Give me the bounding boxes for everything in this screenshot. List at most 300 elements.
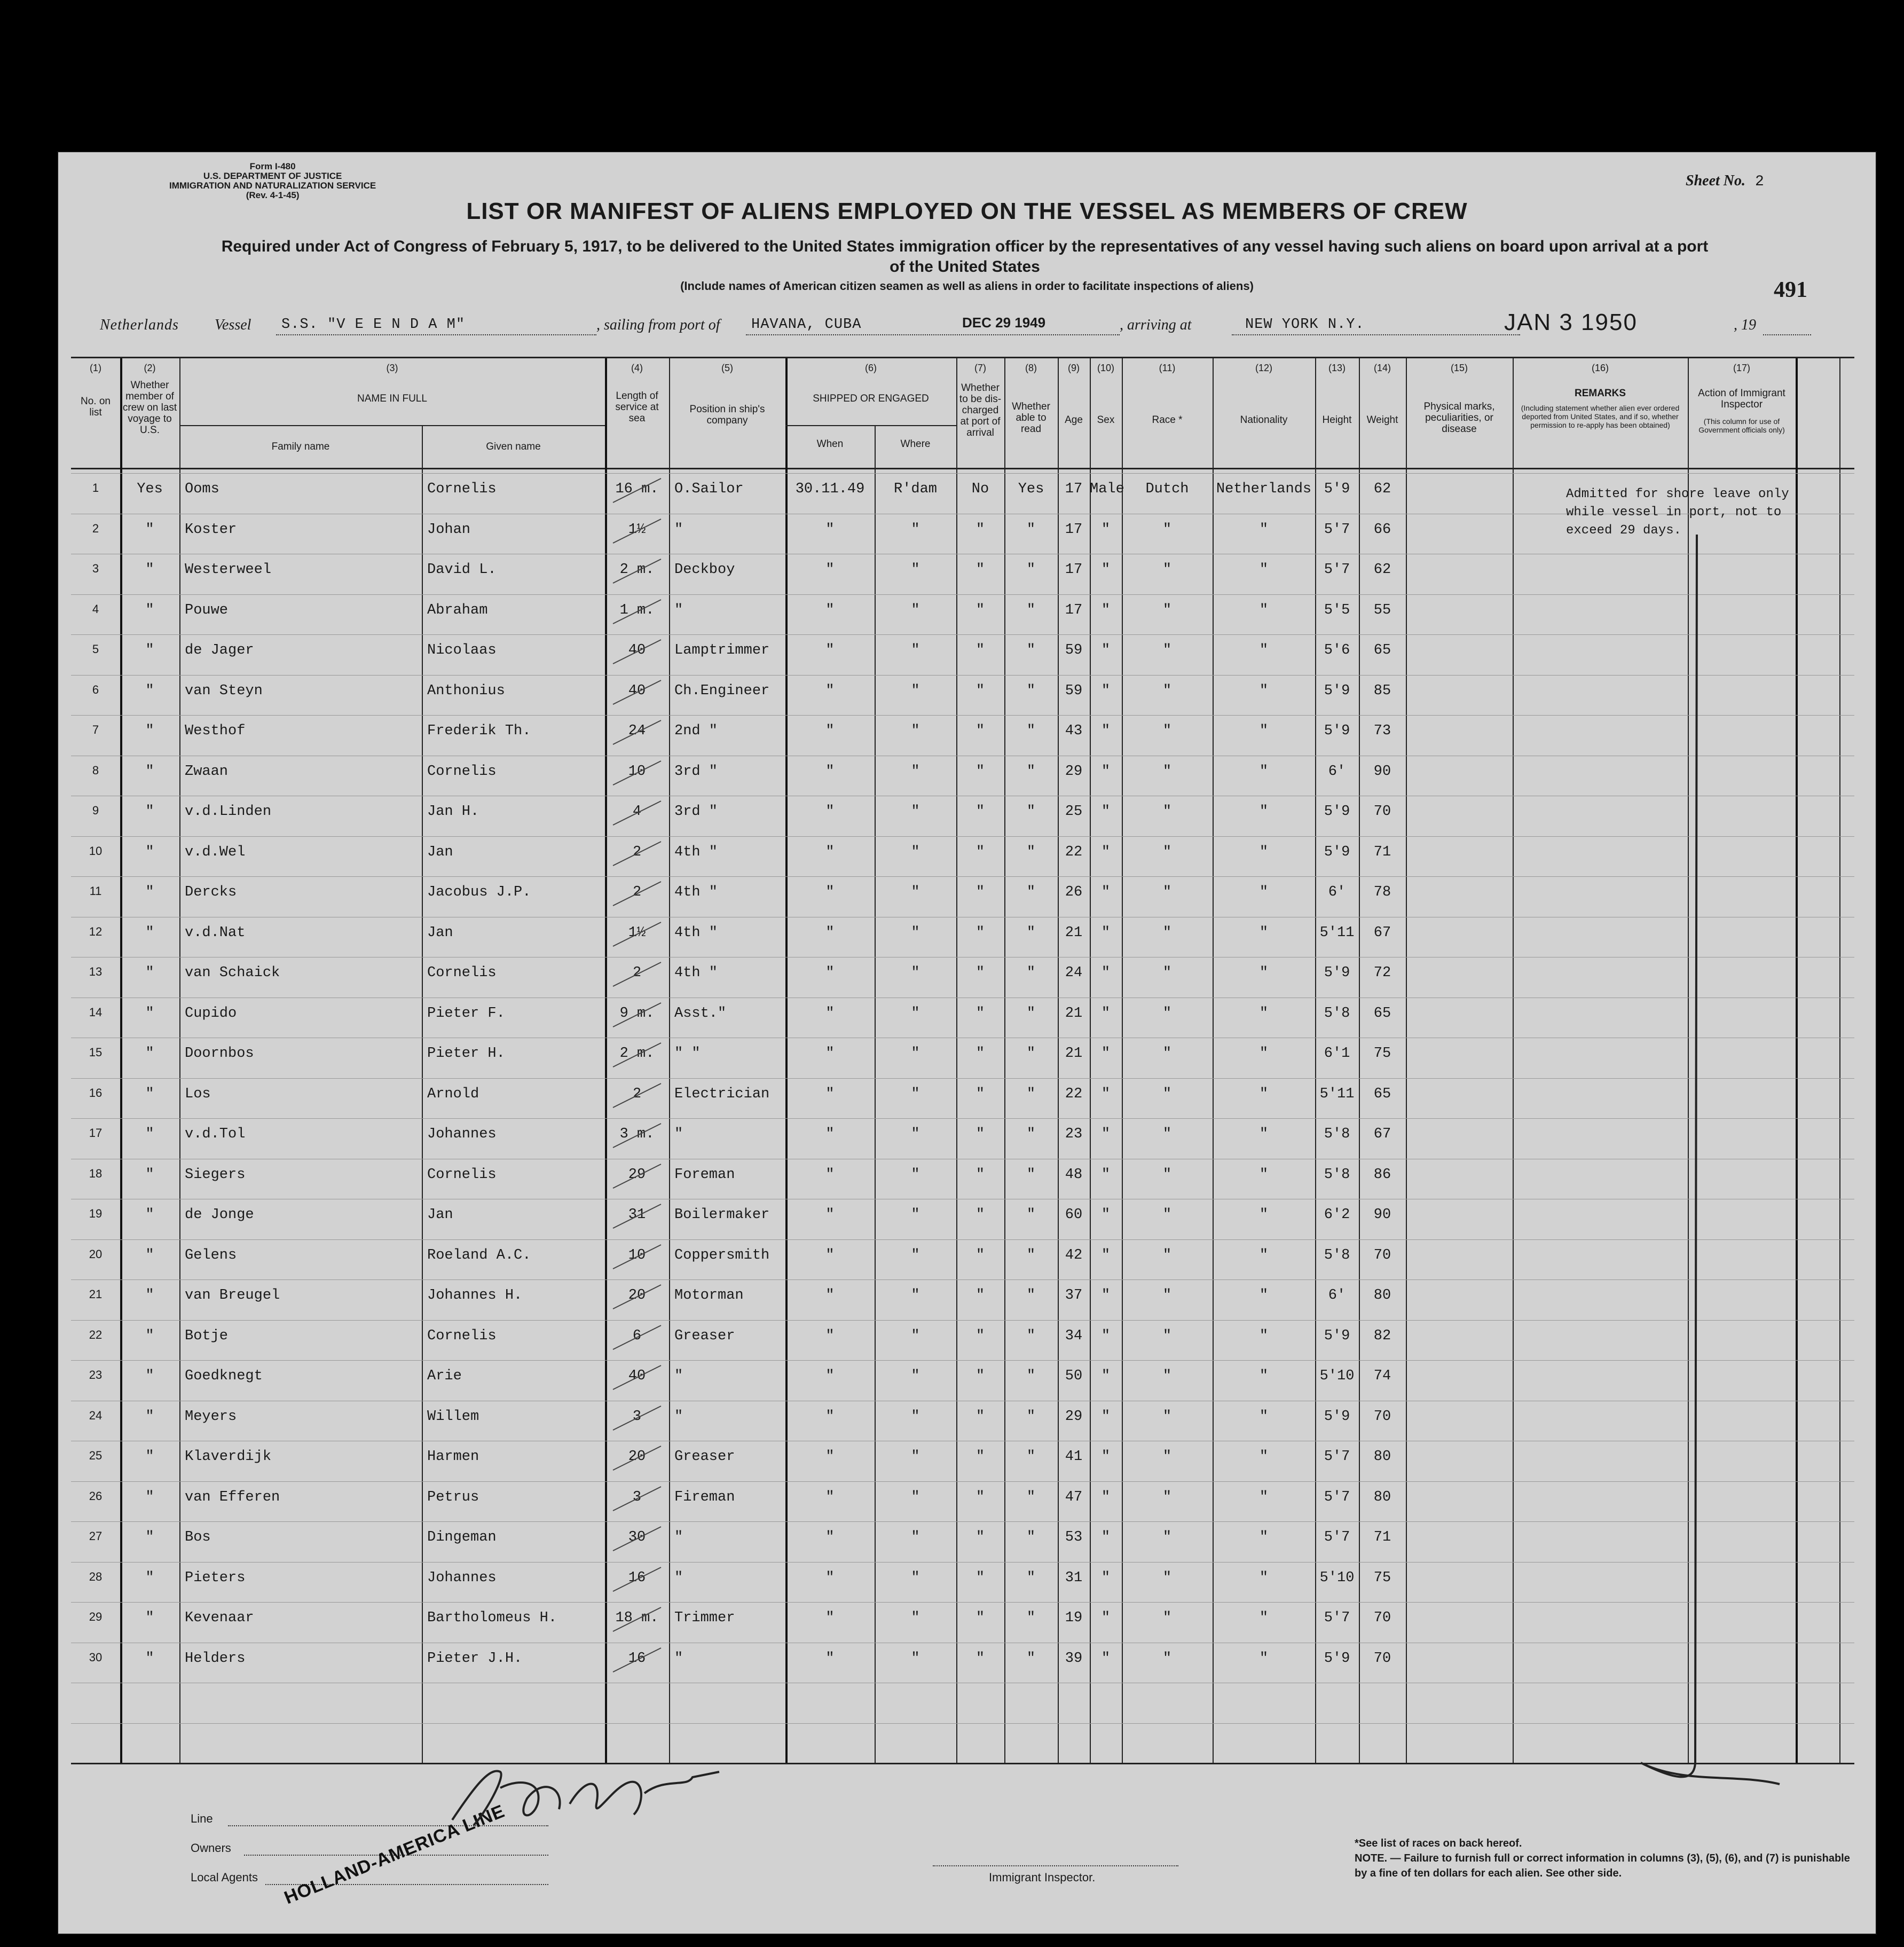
crew-cell-disch: " [975, 924, 985, 941]
crew-cell-position: " [674, 1408, 683, 1425]
crew-cell-race: " [1162, 1126, 1172, 1142]
crew-cell-given: Arnold [427, 1086, 479, 1102]
crew-cell-nat: " [1259, 1005, 1269, 1022]
column-header-c10: Sex [1097, 414, 1115, 426]
crew-cell-position: " [674, 521, 683, 538]
crew-cell-service: 30 [628, 1529, 646, 1545]
crew-cell-position: " [674, 1529, 683, 1545]
crew-cell-last: " [145, 965, 154, 981]
crew-cell-race: " [1162, 1207, 1172, 1223]
crew-cell-read: " [1026, 1328, 1036, 1344]
crew-cell-no: 25 [89, 1449, 103, 1462]
crew-cell-weight: 67 [1373, 924, 1391, 941]
column-header-c3_given: Given name [486, 441, 541, 452]
crew-cell-height: 5'11 [1319, 924, 1355, 941]
crew-cell-weight: 70 [1373, 1247, 1391, 1263]
column-number: (4) [631, 363, 643, 373]
crew-cell-age: 39 [1065, 1650, 1083, 1667]
crew-cell-nat: " [1259, 763, 1269, 780]
crew-cell-when: " [825, 1368, 835, 1384]
crew-cell-weight: 62 [1373, 481, 1391, 497]
crew-cell-given: Jan [427, 924, 453, 941]
crew-cell-nat: " [1259, 1408, 1269, 1425]
tally-mark [610, 1562, 669, 1594]
crew-cell-nat: " [1259, 1126, 1269, 1142]
crew-cell-disch: " [975, 1046, 985, 1062]
crew-cell-family: de Jonge [185, 1207, 254, 1223]
tally-mark [610, 594, 669, 626]
crew-cell-given: Johan [427, 521, 471, 538]
tally-mark [610, 1038, 669, 1070]
crew-cell-service: 40 [628, 682, 646, 699]
crew-cell-weight: 85 [1373, 682, 1391, 699]
manifest-number: 491 [1774, 278, 1807, 302]
tally-mark [610, 756, 669, 788]
crew-cell-nat: " [1259, 562, 1269, 578]
crew-cell-where: " [911, 1489, 920, 1505]
crew-cell-when: " [825, 1207, 835, 1223]
crew-cell-no: 1 [92, 481, 99, 494]
crew-cell-nat: " [1259, 1610, 1269, 1626]
crew-cell-service: 6 [632, 1328, 642, 1344]
crew-cell-read: " [1026, 642, 1036, 658]
crew-cell-sex: Male [1090, 481, 1124, 497]
crew-cell-family: Goedknegt [185, 1368, 263, 1384]
arrival-port-underline [1232, 334, 1520, 335]
crew-cell-race: " [1162, 1046, 1172, 1062]
crew-cell-nat: Netherlands [1216, 481, 1312, 497]
sheet-label: Sheet No. [1686, 172, 1745, 189]
line-label: Line [191, 1812, 213, 1825]
column-number: (3) [386, 363, 398, 373]
vessel-flag-value: Netherlands [100, 317, 179, 333]
crew-cell-given: Cornelis [427, 481, 497, 497]
crew-cell-no: 14 [89, 1005, 103, 1019]
crew-cell-weight: 75 [1373, 1046, 1391, 1062]
crew-cell-where: " [911, 884, 920, 900]
column-number: (11) [1159, 363, 1176, 373]
crew-cell-disch: " [975, 804, 985, 820]
crew-cell-when: " [825, 884, 835, 900]
crew-cell-age: 31 [1065, 1569, 1083, 1586]
crew-cell-given: Cornelis [427, 1328, 497, 1344]
crew-cell-nat: " [1259, 1489, 1269, 1505]
crew-cell-service: 1 m. [619, 602, 655, 618]
crew-cell-when: " [825, 1650, 835, 1667]
tally-mark [610, 1078, 669, 1110]
crew-cell-weight: 73 [1373, 723, 1391, 739]
crew-cell-age: 17 [1065, 562, 1083, 578]
crew-cell-sex: " [1101, 1489, 1111, 1505]
crew-cell-disch: " [975, 682, 985, 699]
crew-cell-service: 1½ [628, 924, 646, 941]
crew-cell-race: " [1162, 521, 1172, 538]
crew-cell-read: " [1026, 1086, 1036, 1102]
crew-cell-age: 22 [1065, 1086, 1083, 1102]
crew-cell-sex: " [1101, 1166, 1111, 1183]
crew-cell-service: 2 m. [619, 1046, 655, 1062]
crew-cell-nat: " [1259, 1247, 1269, 1263]
crew-cell-service: 16 m. [615, 481, 659, 497]
crew-cell-no: 16 [89, 1086, 103, 1100]
crew-cell-height: 5'9 [1324, 723, 1350, 739]
column-header-c3_family: Family name [271, 441, 330, 452]
crew-cell-race: " [1162, 1650, 1172, 1667]
crew-cell-given: Cornelis [427, 763, 497, 780]
crew-cell-height: 5'11 [1319, 1086, 1355, 1102]
crew-cell-height: 5'8 [1324, 1005, 1350, 1022]
crew-cell-when: " [825, 1489, 835, 1505]
crew-cell-nat: " [1259, 682, 1269, 699]
crew-cell-family: de Jager [185, 642, 254, 658]
header-divider [71, 468, 1854, 469]
crew-cell-race: " [1162, 1086, 1172, 1102]
crew-cell-sex: " [1101, 965, 1111, 981]
crew-cell-age: 21 [1065, 924, 1083, 941]
crew-cell-last: " [145, 1650, 154, 1667]
crew-cell-no: 2 [92, 521, 99, 535]
crew-cell-given: Jacobus J.P. [427, 884, 531, 900]
crew-cell-height: 6' [1328, 884, 1346, 900]
crew-cell-family: v.d.Wel [185, 844, 246, 860]
crew-cell-disch: " [975, 965, 985, 981]
crew-cell-nat: " [1259, 723, 1269, 739]
crew-cell-disch: " [975, 642, 985, 658]
tally-mark [610, 1441, 669, 1473]
crew-cell-disch: " [975, 1247, 985, 1263]
crew-cell-position: " [674, 1569, 683, 1586]
crew-cell-read: " [1026, 723, 1036, 739]
crew-cell-where: " [911, 1287, 920, 1304]
crew-cell-nat: " [1259, 602, 1269, 618]
crew-cell-where: " [911, 844, 920, 860]
crew-cell-disch: " [975, 1287, 985, 1304]
tally-mark [610, 1320, 669, 1352]
crew-cell-given: Petrus [427, 1489, 479, 1505]
instruction-note: (Include names of American citizen seamen as well as aliens in order to facilitate inspections of aliens) [680, 279, 1254, 293]
tally-mark [610, 1521, 669, 1553]
crew-cell-position: 4th " [674, 965, 718, 981]
crew-cell-height: 5'8 [1324, 1126, 1350, 1142]
crew-cell-age: 24 [1065, 965, 1083, 981]
crew-cell-disch: " [975, 1086, 985, 1102]
crew-cell-read: " [1026, 1650, 1036, 1667]
crew-cell-read: " [1026, 1529, 1036, 1545]
crew-cell-where: " [911, 1529, 920, 1545]
crew-cell-last: " [145, 1287, 154, 1304]
crew-cell-given: Anthonius [427, 682, 505, 699]
crew-cell-position: Greaser [674, 1449, 735, 1465]
crew-cell-disch: " [975, 723, 985, 739]
column-number: (12) [1255, 363, 1272, 373]
tally-mark [610, 957, 669, 989]
crew-cell-service: 3 [632, 1489, 642, 1505]
crew-cell-where: " [911, 1610, 920, 1626]
crew-cell-no: 9 [92, 804, 99, 817]
crew-cell-race: " [1162, 1328, 1172, 1344]
tally-mark [610, 836, 669, 868]
crew-cell-family: v.d.Tol [185, 1126, 246, 1142]
crew-cell-height: 5'7 [1324, 1610, 1350, 1626]
crew-cell-age: 23 [1065, 1126, 1083, 1142]
crew-cell-read: " [1026, 562, 1036, 578]
crew-cell-weight: 75 [1373, 1569, 1391, 1586]
signature [442, 1756, 773, 1836]
crew-cell-given: Johannes H. [427, 1287, 523, 1304]
crew-cell-sex: " [1101, 1247, 1111, 1263]
column-number: (7) [974, 363, 986, 373]
crew-cell-sex: " [1101, 1529, 1111, 1545]
crew-cell-no: 27 [89, 1529, 103, 1543]
crew-cell-weight: 80 [1373, 1489, 1391, 1505]
crew-cell-height: 5'9 [1324, 682, 1350, 699]
crew-cell-when: " [825, 1005, 835, 1022]
crew-cell-age: 29 [1065, 763, 1083, 780]
crew-cell-last: " [145, 1207, 154, 1223]
row-rule [71, 473, 1854, 474]
crew-cell-family: Bos [185, 1529, 211, 1545]
column-header-c13: Height [1322, 414, 1352, 426]
crew-cell-read: " [1026, 1207, 1036, 1223]
crew-cell-sex: " [1101, 1368, 1111, 1384]
crew-cell-sex: " [1101, 562, 1111, 578]
crew-cell-age: 21 [1065, 1005, 1083, 1022]
crew-cell-given: Nicolaas [427, 642, 497, 658]
crew-cell-no: 3 [92, 562, 99, 575]
column-number: (15) [1450, 363, 1468, 373]
crew-cell-age: 59 [1065, 642, 1083, 658]
crew-cell-given: Arie [427, 1368, 462, 1384]
crew-cell-nat: " [1259, 1569, 1269, 1586]
crew-cell-height: 5'9 [1324, 481, 1350, 497]
crew-cell-disch: " [975, 521, 985, 538]
crew-cell-height: 6' [1328, 763, 1346, 780]
tally-mark [610, 1602, 669, 1634]
sailing-port: HAVANA, CUBA [751, 317, 862, 333]
crew-cell-disch: " [975, 1005, 985, 1022]
crew-cell-read: " [1026, 1005, 1036, 1022]
crew-cell-race: " [1162, 1529, 1172, 1545]
crew-cell-age: 48 [1065, 1166, 1083, 1183]
crew-cell-weight: 70 [1373, 1408, 1391, 1425]
page-title: LIST OR MANIFEST OF ALIENS EMPLOYED ON THE VESSEL AS MEMBERS OF CREW [466, 198, 1468, 224]
tally-mark [610, 634, 669, 666]
crew-cell-read: " [1026, 844, 1036, 860]
crew-cell-given: Cornelis [427, 965, 497, 981]
crew-cell-position: Trimmer [674, 1610, 735, 1626]
crew-cell-nat: " [1259, 1328, 1269, 1344]
crew-cell-no: 5 [92, 642, 99, 656]
crew-cell-last: " [145, 1005, 154, 1022]
crew-cell-given: Jan [427, 1207, 453, 1223]
crew-cell-last: " [145, 1489, 154, 1505]
crew-cell-race: " [1162, 1569, 1172, 1586]
crew-cell-disch: " [975, 763, 985, 780]
column-number: (10) [1097, 363, 1114, 373]
crew-cell-service: 2 [632, 1086, 642, 1102]
crew-cell-family: Los [185, 1086, 211, 1102]
crew-cell-race: " [1162, 1005, 1172, 1022]
crew-cell-weight: 80 [1373, 1449, 1391, 1465]
crew-cell-disch: No [971, 481, 989, 497]
crew-cell-when: " [825, 1328, 835, 1344]
crew-cell-where: " [911, 1046, 920, 1062]
tally-mark [610, 715, 669, 747]
tally-mark [610, 473, 669, 505]
department-name: U.S. DEPARTMENT OF JUSTICE [203, 171, 342, 181]
crew-cell-position: Electrician [674, 1086, 770, 1102]
crew-cell-weight: 65 [1373, 1005, 1391, 1022]
crew-cell-last: " [145, 1449, 154, 1465]
crew-cell-age: 41 [1065, 1449, 1083, 1465]
crew-cell-sex: " [1101, 1408, 1111, 1425]
crew-cell-read: " [1026, 682, 1036, 699]
crew-cell-service: 40 [628, 642, 646, 658]
crew-cell-position: 3rd " [674, 804, 718, 820]
crew-cell-nat: " [1259, 1529, 1269, 1545]
crew-cell-given: Frederik Th. [427, 723, 531, 739]
crew-cell-weight: 72 [1373, 965, 1391, 981]
crew-cell-age: 50 [1065, 1368, 1083, 1384]
crew-cell-age: 47 [1065, 1489, 1083, 1505]
crew-cell-service: 2 [632, 844, 642, 860]
crew-cell-last: " [145, 521, 154, 538]
vessel-label: Vessel [215, 317, 251, 333]
crew-cell-weight: 66 [1373, 521, 1391, 538]
tally-mark [610, 1239, 669, 1271]
page-subtitle: Required under Act of Congress of February 5, 1917, to be delivered to the United States immigration officer by the representatives of any vessel having such aliens on board upon arrival at a port of the United States [221, 238, 1709, 276]
crew-cell-no: 30 [89, 1650, 103, 1664]
crew-cell-weight: 90 [1373, 763, 1391, 780]
crew-cell-where: " [911, 1166, 920, 1183]
crew-cell-disch: " [975, 1650, 985, 1667]
crew-cell-read: " [1026, 1287, 1036, 1304]
crew-cell-height: 5'10 [1319, 1569, 1355, 1586]
column-number: (5) [721, 363, 733, 373]
tally-mark [610, 1360, 669, 1392]
crew-cell-position: Fireman [674, 1489, 735, 1505]
crew-cell-no: 29 [89, 1610, 103, 1623]
column-header-c7: Whether to be dis-charged at port of arrival [959, 382, 1002, 438]
crew-cell-read: " [1026, 1408, 1036, 1425]
remarks-text: Admitted for shore leave only while vessel in port, not to exceed 29 days. [1566, 487, 1789, 538]
crew-cell-sex: " [1101, 804, 1111, 820]
crew-cell-nat: " [1259, 1207, 1269, 1223]
crew-cell-no: 12 [89, 924, 103, 938]
crew-cell-disch: " [975, 1166, 985, 1183]
crew-cell-where: " [911, 804, 920, 820]
crew-cell-age: 17 [1065, 481, 1083, 497]
crew-cell-age: 21 [1065, 1046, 1083, 1062]
crew-cell-sex: " [1101, 521, 1111, 538]
crew-cell-position: " " [674, 1046, 701, 1062]
crew-cell-given: Cornelis [427, 1166, 497, 1183]
crew-cell-when: " [825, 1449, 835, 1465]
crew-cell-position: 2nd " [674, 723, 718, 739]
races-note: *See list of races on back hereof. [1355, 1838, 1522, 1849]
column-header-c6_where: Where [900, 438, 931, 450]
column-number: (16) [1591, 363, 1609, 373]
crew-cell-age: 60 [1065, 1207, 1083, 1223]
arrival-date-stamp: JAN 3 1950 [1504, 309, 1638, 335]
crew-cell-given: David L. [427, 562, 497, 578]
crew-cell-last: " [145, 804, 154, 820]
column-rule [1513, 358, 1514, 1763]
crew-cell-position: Ch.Engineer [674, 682, 770, 699]
crew-cell-position: " [674, 1126, 683, 1142]
crew-cell-when: " [825, 924, 835, 941]
column-header-c11: Race * [1152, 414, 1183, 426]
crew-cell-service: 2 [632, 884, 642, 900]
crew-cell-disch: " [975, 1408, 985, 1425]
tally-mark [610, 1481, 669, 1513]
crew-cell-position: " [674, 1650, 683, 1667]
crew-cell-when: " [825, 1529, 835, 1545]
crew-cell-read: " [1026, 1610, 1036, 1626]
crew-cell-given: Abraham [427, 602, 488, 618]
crew-cell-where: " [911, 1408, 920, 1425]
crew-cell-sex: " [1101, 1126, 1111, 1142]
tally-mark [610, 554, 669, 586]
crew-cell-last: " [145, 844, 154, 860]
crew-cell-disch: " [975, 562, 985, 578]
crew-cell-age: 29 [1065, 1408, 1083, 1425]
crew-cell-where: " [911, 1328, 920, 1344]
crew-cell-no: 26 [89, 1489, 103, 1503]
crew-cell-family: Pieters [185, 1569, 246, 1586]
crew-cell-no: 19 [89, 1207, 103, 1220]
crew-cell-disch: " [975, 1489, 985, 1505]
crew-cell-service: 2 [632, 965, 642, 981]
crew-cell-service: 10 [628, 1247, 646, 1263]
crew-cell-nat: " [1259, 1650, 1269, 1667]
crew-cell-sex: " [1101, 1207, 1111, 1223]
crew-cell-nat: " [1259, 1368, 1269, 1384]
crew-cell-race: " [1162, 844, 1172, 860]
crew-cell-where: " [911, 924, 920, 941]
crew-cell-race: " [1162, 682, 1172, 699]
crew-cell-given: Jan [427, 844, 453, 860]
crew-cell-read: " [1026, 1368, 1036, 1384]
crew-cell-where: " [911, 1086, 920, 1102]
crew-cell-height: 5'7 [1324, 521, 1350, 538]
column-header-c4: Length of service at sea [615, 390, 659, 424]
crew-cell-where: " [911, 1005, 920, 1022]
crew-cell-position: Motorman [674, 1287, 744, 1304]
tally-mark [610, 1118, 669, 1150]
crew-cell-nat: " [1259, 844, 1269, 860]
crew-cell-age: 59 [1065, 682, 1083, 699]
column-header-c17_sub: (This column for use of Government officials only) [1698, 417, 1785, 434]
crew-cell-sex: " [1101, 1328, 1111, 1344]
crew-cell-no: 22 [89, 1328, 103, 1341]
sailing-port-underline [746, 334, 1120, 335]
crew-cell-age: 19 [1065, 1610, 1083, 1626]
column-header-c5: Position in ship's company [689, 404, 765, 426]
crew-cell-sex: " [1101, 1610, 1111, 1626]
crew-cell-nat: " [1259, 1086, 1269, 1102]
column-number: (13) [1328, 363, 1346, 373]
crew-cell-position: 3rd " [674, 763, 718, 780]
crew-cell-height: 5'10 [1319, 1368, 1355, 1384]
crew-cell-read: " [1026, 1569, 1036, 1586]
crew-cell-family: Westerweel [185, 562, 272, 578]
crew-cell-weight: 65 [1373, 1086, 1391, 1102]
crew-cell-race: " [1162, 965, 1172, 981]
crew-cell-family: van Schaick [185, 965, 280, 981]
crew-cell-given: Roeland A.C. [427, 1247, 531, 1263]
tally-mark [610, 1643, 669, 1675]
